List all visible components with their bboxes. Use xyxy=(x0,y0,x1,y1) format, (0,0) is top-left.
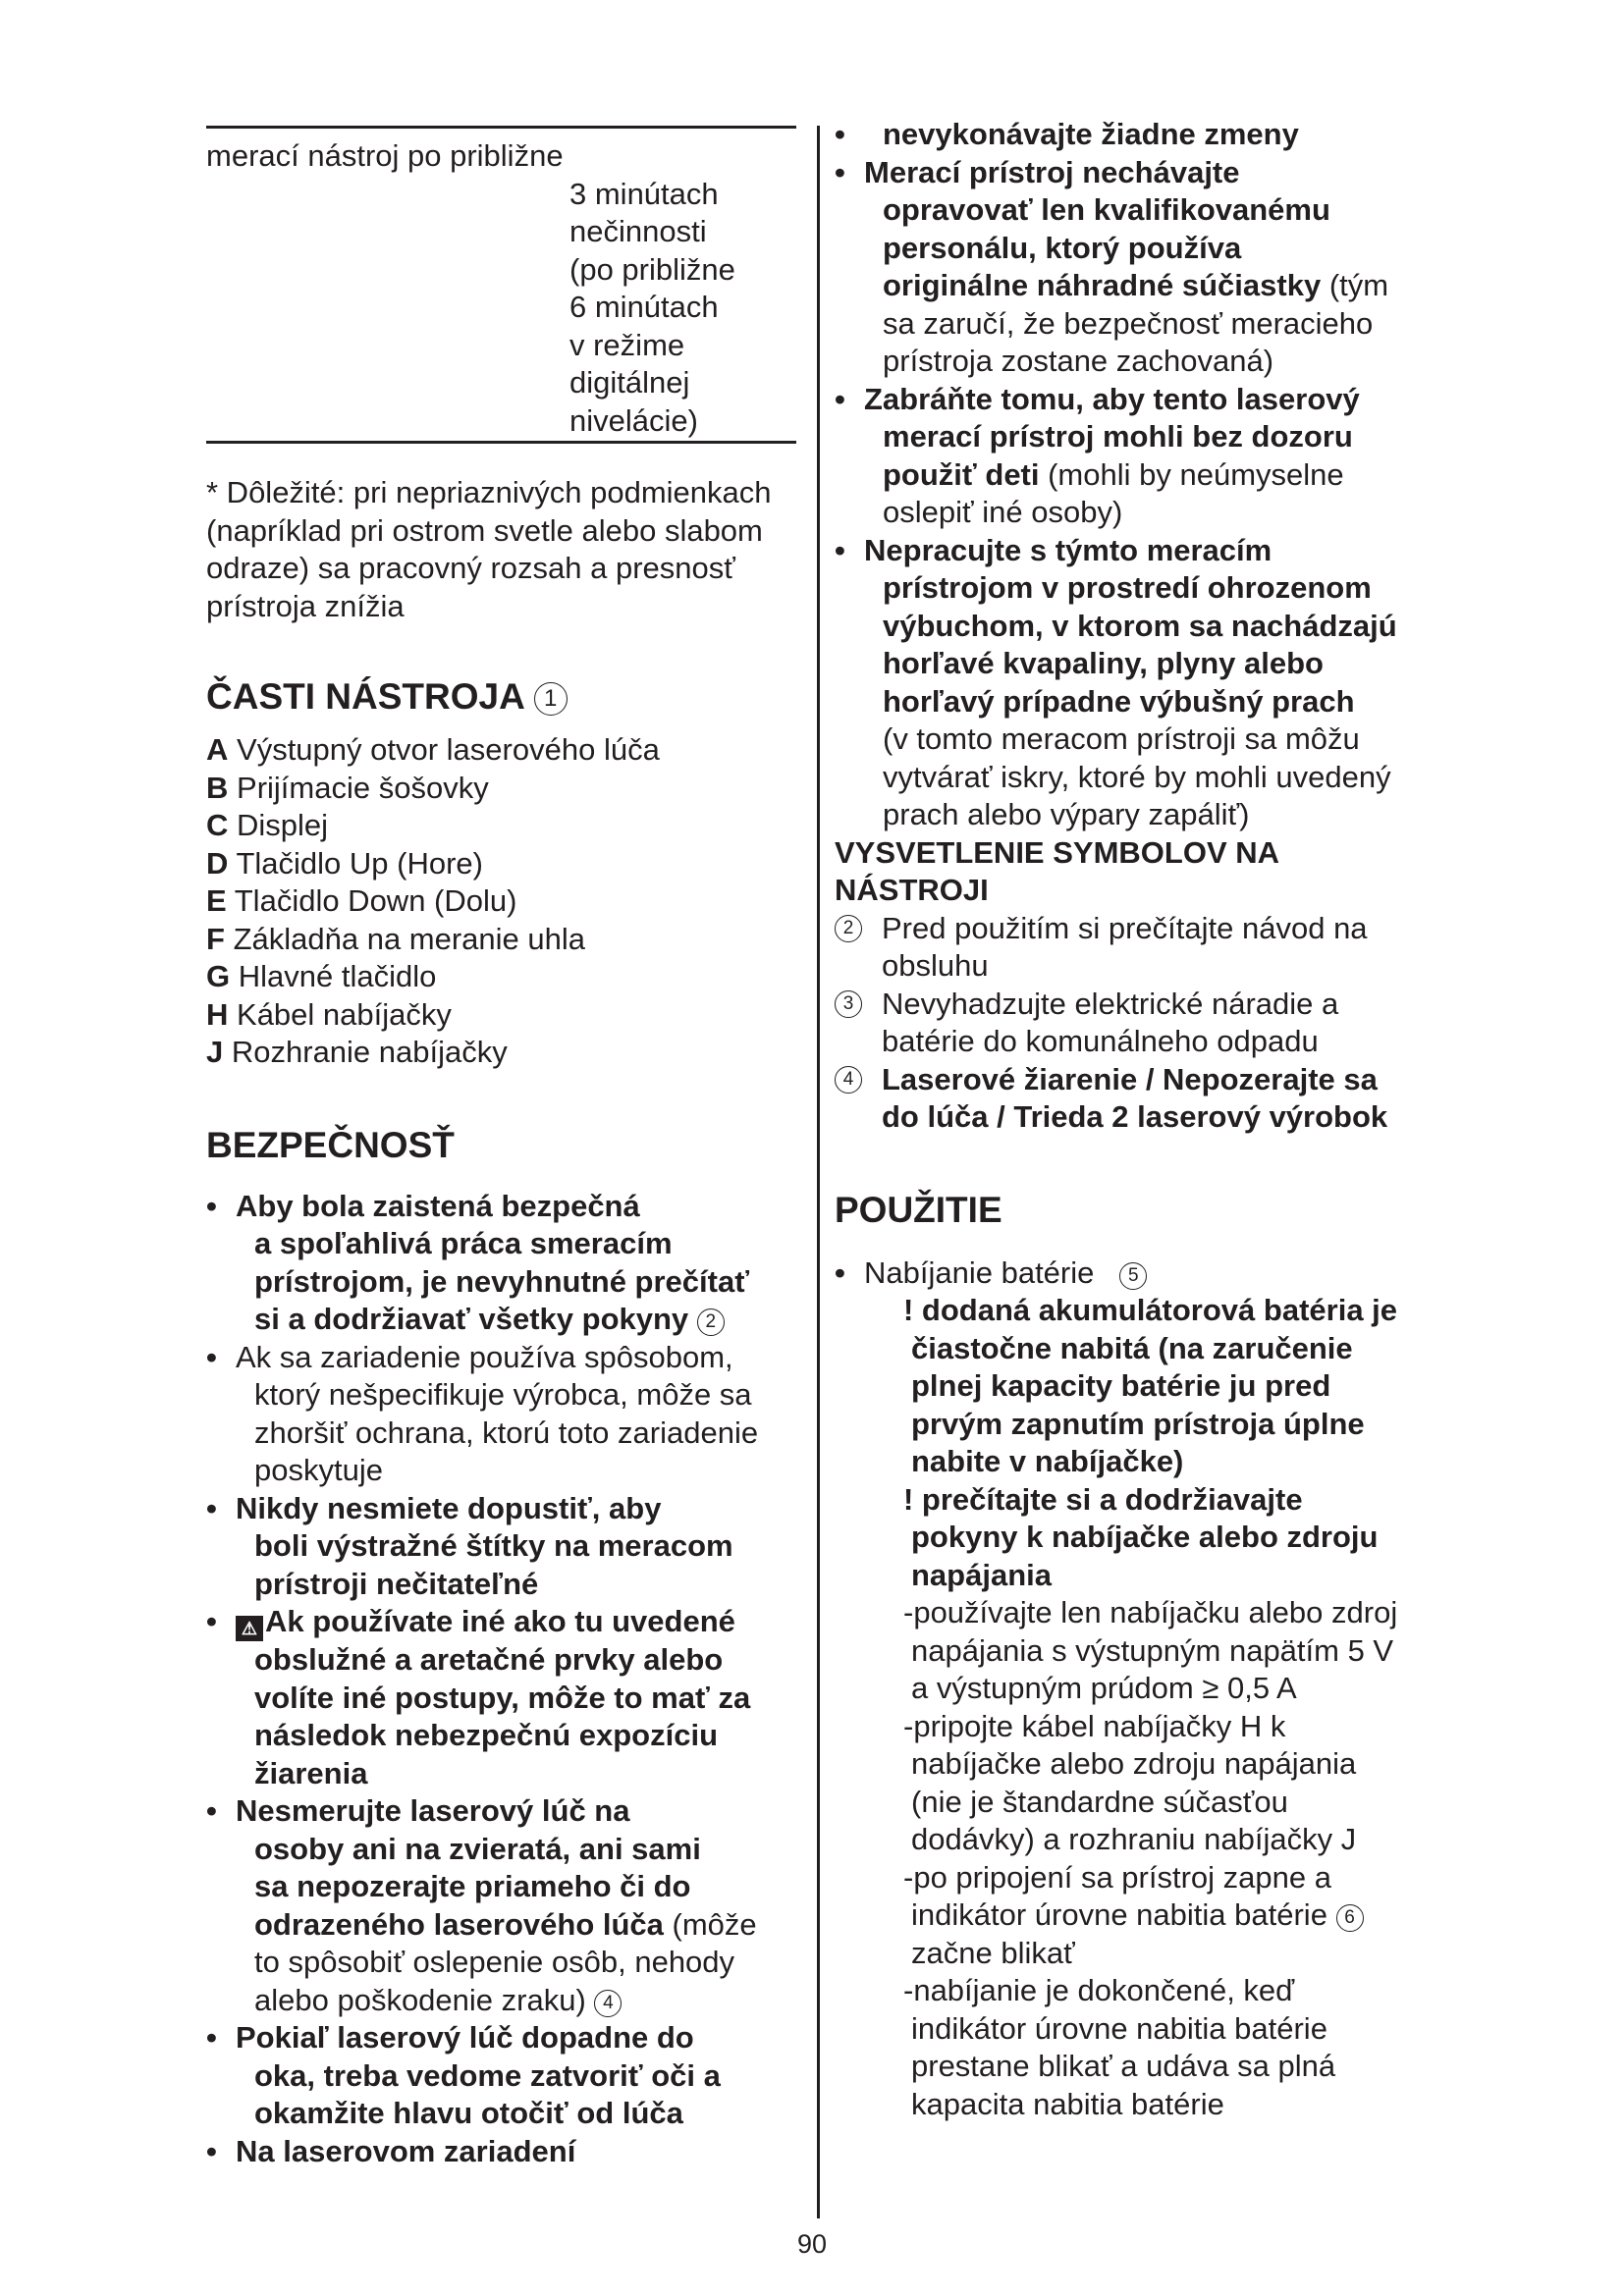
usage-heading: POUŽITIE xyxy=(835,1189,1002,1230)
right-column xyxy=(835,116,1443,2123)
list-item: • Na laserovom zariadení xyxy=(206,2133,805,2171)
list-item: B Prijímacie šošovky xyxy=(206,770,489,805)
charging-note-2: ! prečítajte si a dodržiavajte pokyny k nabíjačke alebo zdroju napájania xyxy=(903,1481,1379,1592)
list-item: F Základňa na meranie uhla xyxy=(206,921,586,956)
parts-list xyxy=(206,731,805,1072)
safety-heading: BEZPEČNOSŤ xyxy=(206,1124,455,1165)
list-item: • Nabíjanie batérie 5 xyxy=(835,1255,1443,1293)
safety-list xyxy=(206,1188,805,2171)
figure-2-ref: 2 xyxy=(697,1308,725,1336)
list-item: 4 Laserové žiarenie / Nepozerajte sa do lúča / Trieda 2 laserový výrobok xyxy=(835,1061,1443,1137)
charging-step-1: -používajte len nabíjačku alebo zdroj napájania s výstupným napätím 5 V a výstupným prúdom ≥ 0,5 A xyxy=(903,1595,1398,1705)
list-item: • Pokiaľ laserový lúč dopadne do oka, treba vedome zatvoriť oči a okamžite hlavu otočiť od lúča xyxy=(206,2019,805,2133)
list-item: • Nesmerujte laserový lúč na osoby ani na zvieratá, ani sami sa nepozerajte priameho či do odrazeného laserového lúča (môže to spôsobiť oslepenie osôb, nehody alebo poškodenie zraku) 4 xyxy=(206,1792,805,2019)
list-item: • Aby bola zaistená bezpečná a spoľahlivá práca smeracím prístrojom, je nevyhnutné prečítať si a dodržiavať všetky pokyny 2 xyxy=(206,1188,805,1339)
figure-6-ref: 6 xyxy=(1336,1904,1364,1932)
list-item: C Displej xyxy=(206,808,329,842)
table-top-rule xyxy=(206,126,796,129)
parts-heading: ČASTI NÁSTROJA 1 xyxy=(206,674,805,720)
list-item: • ⚠ Ak používate iné ako tu uvedené obslužné a aretačné prvky alebo volíte iné postupy, môže to mať za následok nebezpečnú expozíciu žiarenia xyxy=(206,1603,805,1792)
column-divider xyxy=(817,126,820,2218)
list-item: • Nepracujte s týmto meracím prístrojom v prostredí ohrozenom výbuchom, v ktorom sa nachádzajú horľavé kvapaliny, plyny alebo horľavý prípadne výbušný prach (v tomto meracom prístroji sa môžu vytvárať iskry, ktoré by mohli uvedený prach alebo výpary zapáliť) xyxy=(835,532,1443,834)
list-item: 3 Nevyhadzujte elektrické náradie a batérie do komunálneho odpadu xyxy=(835,986,1443,1061)
table-row-value: 3 minútach nečinnosti (po približne 6 minútach v režime digitálnej nivelácie) xyxy=(569,176,735,438)
list-item: 2 Pred použitím si prečítajte návod na obsluhu xyxy=(835,910,1443,986)
list-item: E Tlačidlo Down (Dolu) xyxy=(206,883,517,918)
charging-step-3: -po pripojení sa prístroj zapne a indikátor úrovne nabitia batérie 6 začne blikať xyxy=(835,1859,1443,1973)
figure-4-ref: 4 xyxy=(835,1066,862,1094)
list-item: H Kábel nabíjačky xyxy=(206,996,452,1032)
list-item: • Ak sa zariadenie používa spôsobom, ktorý nešpecifikuje výrobca, môže sa zhoršiť ochrana, ktorú toto zariadenie poskytuje xyxy=(206,1339,805,1490)
figure-3-ref: 3 xyxy=(835,990,862,1018)
table-row-label: merací nástroj po približne xyxy=(206,138,564,173)
symbols-list xyxy=(835,910,1443,1137)
list-item: • Zabráňte tomu, aby tento laserový merací prístroj mohli bez dozoru použiť deti (mohli by neúmyselne oslepiť iné osoby) xyxy=(835,381,1443,532)
figure-1-ref: 1 xyxy=(534,682,568,716)
charging-step-4: -nabíjanie je dokončené, keď indikátor úrovne nabitia batérie prestane blikať a udáva sa plná kapacita nabitia batérie xyxy=(903,1973,1336,2121)
list-item: • Nikdy nesmiete dopustiť, aby boli výstražné štítky na meracom prístroji nečitateľné xyxy=(206,1490,805,1604)
page-number: 90 xyxy=(796,2229,828,2259)
figure-4-ref: 4 xyxy=(594,1990,622,2017)
note-text: * Dôležité: pri nepriaznivých podmienkach (napríklad pri ostrom svetle alebo slabom odraze) sa pracovný rozsah a presnosť prístroja znížia xyxy=(206,475,772,623)
charging-step-2: -pripojte kábel nabíjačky H k nabíjačke alebo zdroju napájania (nie je štandardne súčasťou dodávky) a rozhraniu nabíjačky J xyxy=(903,1708,1357,1856)
figure-5-ref: 5 xyxy=(1119,1262,1147,1290)
list-item: D Tlačidlo Up (Hore) xyxy=(206,845,483,881)
list-item: A Výstupný otvor laserového lúča xyxy=(206,732,660,767)
symbols-heading: VYSVETLENIE SYMBOLOV NA NÁSTROJI xyxy=(835,834,1280,907)
figure-2-ref: 2 xyxy=(835,915,862,942)
list-item: • Merací prístroj nechávajte opravovať len kvalifikovanému personálu, ktorý používa originálne náhradné súčiastky (tým sa zaručí, že bezpečnosť meracieho prístroja zostane zachovaná) xyxy=(835,154,1443,381)
list-item-continued: • nevykonávajte žiadne zmeny xyxy=(835,116,1443,154)
laser-warning-icon: ⚠ xyxy=(236,1616,263,1641)
charging-note-1: ! dodaná akumulátorová batéria je čiastočne nabitá (na zaručenie plnej kapacity batérie ju pred prvým zapnutím prístroja úplne nabite v nabíjačke) xyxy=(903,1293,1398,1478)
list-item: J Rozhranie nabíjačky xyxy=(206,1035,508,1069)
left-column xyxy=(206,137,805,2170)
list-item: G Hlavné tlačidlo xyxy=(206,959,437,993)
